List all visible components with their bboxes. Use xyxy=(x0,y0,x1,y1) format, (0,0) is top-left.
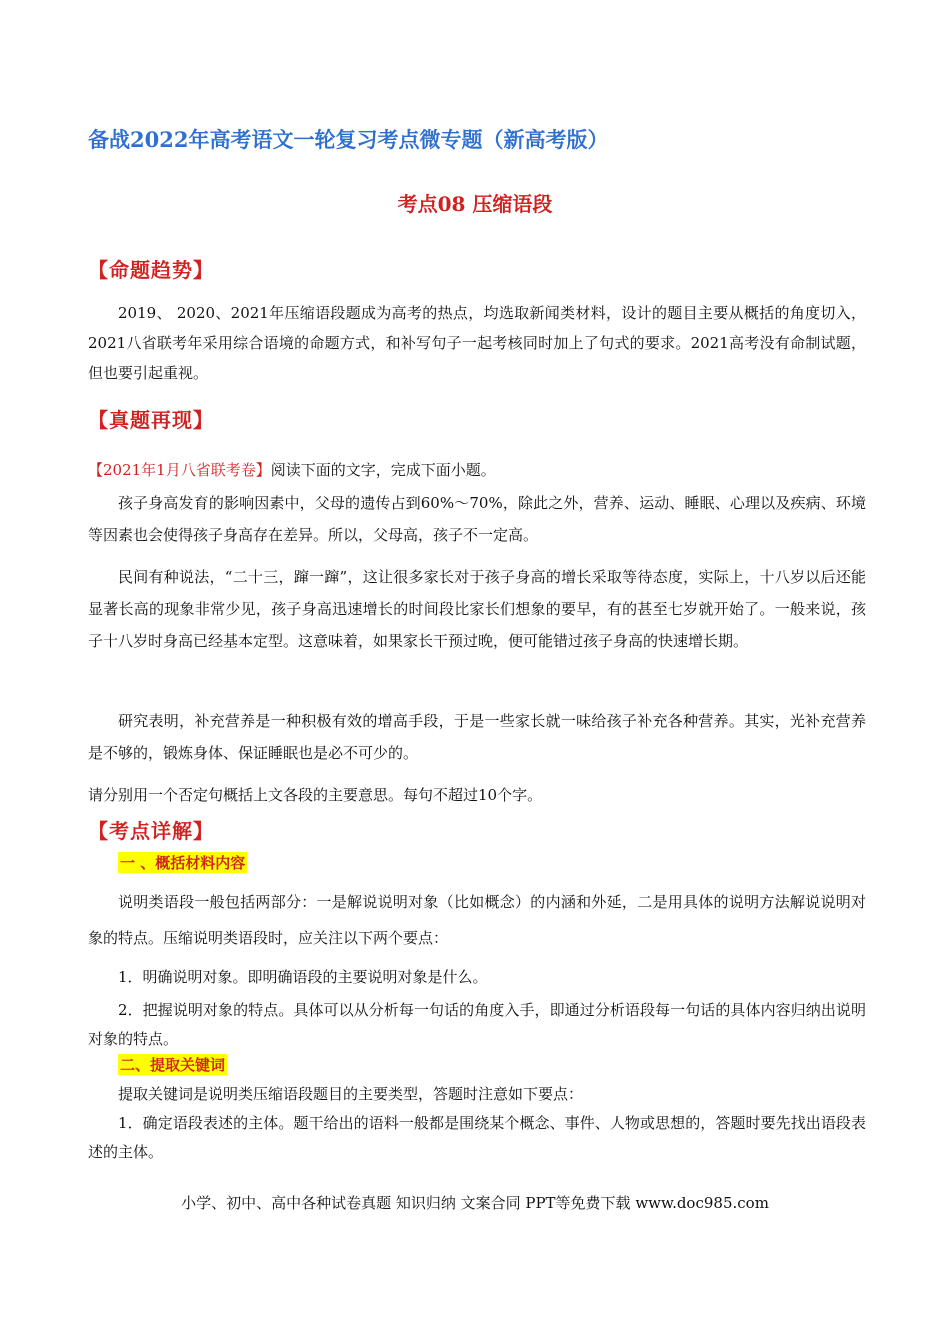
trend-paragraph: 2019、 2020、2021年压缩语段题成为高考的热点，均选取新闻类材料，设计的题目主要从概括的角度切入，2021八省联考年采用综合语境的命题方式，和补写句子一起考核同时加上了句式的要求。2021高考没有命制试题，但也要引起重视。 xyxy=(88,304,866,382)
keywords-point-1: 1．确定语段表述的主体。题干给出的语料一般都是围绕某个概念、事件、人物或思想的，答题时要先找出语段表述的主体。 xyxy=(88,1114,866,1161)
exam-source-tag: 【2021年1月八省联考卷】 xyxy=(88,461,271,479)
real-exam-intro xyxy=(88,455,866,485)
subheading-summarize-content: 一 、概括材料内容 xyxy=(120,854,246,872)
document-title: 备战2022年高考语文一轮复习考点微专题（新高考版） xyxy=(88,127,609,152)
passage-paragraph-1: 孩子身高发育的影响因素中，父母的遗传占到60%～70%，除此之外，营养、运动、睡眠、心理以及疾病、环境等因素也会使得孩子身高存在差异。所以，父母高，孩子不一定高。 xyxy=(88,494,866,544)
section-heading-detail: 【考点详解】 xyxy=(88,819,214,843)
summarize-point-1: 1．明确说明对象。即明确语段的主要说明对象是什么。 xyxy=(118,968,488,986)
summarize-point-2: 2．把握说明对象的特点。具体可以从分析每一句话的角度入手，即通过分析语段每一句话的具体内容归纳出说明对象的特点。 xyxy=(88,1001,866,1048)
summarize-intro: 说明类语段一般包括两部分：一是解说说明对象（比如概念）的内涵和外延，二是用具体的说明方法解说说明对象的特点。压缩说明类语段时，应关注以下两个要点： xyxy=(88,893,866,947)
section-heading-real-exam: 【真题再现】 xyxy=(88,408,214,432)
exam-question: 请分别用一个否定句概括上文各段的主要意思。每句不超过10个字。 xyxy=(88,786,543,804)
page-footer: 小学、初中、高中各种试卷真题 知识归纳 文案合同 PPT等免费下载 www.doc985.com xyxy=(181,1194,769,1212)
passage-paragraph-3: 研究表明，补充营养是一种积极有效的增高手段，于是一些家长就一味给孩子补充各种营养。其实，光补充营养是不够的，锻炼身体、保证睡眠也是必不可少的。 xyxy=(88,712,866,762)
keywords-intro: 提取关键词是说明类压缩语段题目的主要类型，答题时注意如下要点： xyxy=(118,1085,584,1103)
section-heading-trend: 【命题趋势】 xyxy=(88,258,214,282)
subheading-extract-keywords: 二、提取关键词 xyxy=(120,1056,226,1074)
exam-instruction: 阅读下面的文字，完成下面小题。 xyxy=(270,461,496,479)
passage-paragraph-2: 民间有种说法，“二十三，蹿一蹿”，这让很多家长对于孩子身高的增长采取等待态度，实际上，十八岁以后还能显著长高的现象非常少见，孩子身高迅速增长的时间段比家长们想象的要早，有的甚至七岁就开始了。一般来说，孩子十八岁时身高已经基本定型。这意味着，如果家长干预过晚，便可能错过孩子身高的快速增长期。 xyxy=(88,568,866,650)
topic-title: 考点08 压缩语段 xyxy=(397,192,553,216)
